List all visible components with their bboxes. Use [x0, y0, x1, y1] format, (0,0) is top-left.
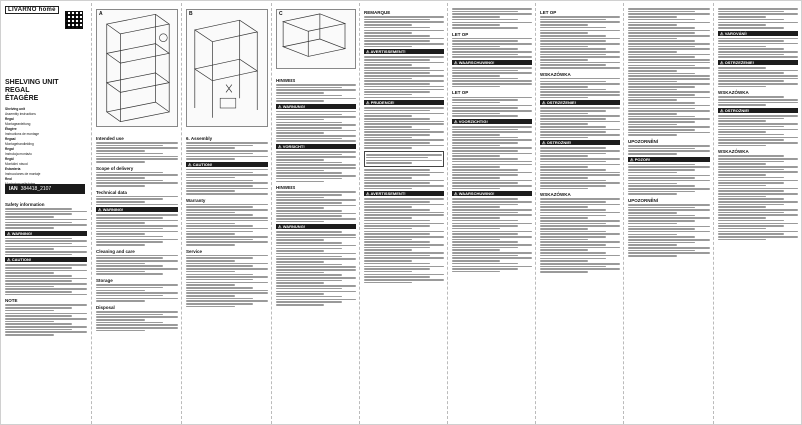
caution-banner: ⚠ VOORZICHTIG!	[452, 119, 532, 124]
title-line: ÉTAGÈRE	[5, 95, 39, 102]
text-column-sk	[713, 3, 801, 424]
text-column-cz	[623, 3, 713, 424]
caution-banner: ⚠ PRUDENCE!	[364, 100, 444, 105]
caution-banner: ⚠ VORSICHT!	[276, 144, 356, 149]
shelf-diagram-a	[97, 10, 177, 126]
lang-entry: Reol	[5, 177, 12, 181]
product-title	[5, 79, 59, 103]
lang-entry: Assembly instructions	[5, 112, 36, 116]
section-heading: Disposal	[96, 304, 115, 310]
text-column-fr	[359, 3, 447, 424]
diagram-column-1	[91, 3, 181, 424]
section-heading: UPOZORNĚNÍ	[628, 139, 659, 144]
diagram-label: A	[99, 11, 103, 17]
lang-entry: Montážní návod	[5, 162, 28, 166]
text-block	[540, 7, 620, 274]
warning-banner: ⚠ AVERTISSEMENT!	[364, 49, 444, 54]
warning-banner: ⚠ AVERTISSEMENT!	[364, 191, 444, 196]
text-block	[364, 7, 444, 284]
text-column-nl	[447, 3, 535, 424]
lang-entry: Regał	[5, 147, 14, 151]
qr-code-icon	[65, 11, 83, 29]
assembly-diagram-b	[186, 9, 268, 127]
section-heading: NOTE	[5, 298, 18, 304]
warning-banner: ⚠ WARNUNG!	[276, 224, 356, 229]
warning-banner: ⚠ WARNING!	[5, 231, 87, 236]
text-block	[186, 133, 268, 308]
title-line: REGAL	[5, 87, 30, 94]
section-heading: Cleaning and care	[96, 248, 135, 254]
warning-banner: ⚠ WARNING!	[96, 207, 178, 212]
section-heading: WSKAZÓWKA	[540, 192, 571, 198]
caution-banner: ⚠ OSTROŻNIE!	[718, 108, 798, 113]
lang-entry: Montagehandleiding	[5, 142, 34, 146]
section-heading: WSKAZÓWKA	[540, 71, 571, 77]
caution-banner: ⚠ CAUTION!	[5, 257, 87, 262]
diagram-label: B	[189, 11, 193, 17]
section-heading: LET OP	[452, 31, 469, 37]
ian-banner	[5, 184, 85, 194]
lang-entry: Instrucciones de montaje	[5, 172, 41, 176]
diagram-label: C	[279, 11, 283, 17]
ian-code: 384418_2107	[20, 186, 52, 192]
notice-box	[364, 151, 444, 167]
cover-column	[1, 3, 91, 424]
shelf-diagram-b	[187, 10, 267, 126]
section-heading: UPOZORNĚNÍ	[628, 197, 659, 203]
text-column-de	[271, 3, 359, 424]
warning-banner: ⚠ WARNUNG!	[276, 104, 356, 109]
lang-entry: Regál	[5, 157, 14, 161]
section-heading: WSKAZÓWKA	[718, 149, 749, 155]
section-heading: Service	[186, 248, 203, 254]
lang-entry: Estantería	[5, 167, 21, 171]
title-line: SHELVING UNIT	[5, 79, 59, 86]
assembly-diagram-c	[276, 9, 356, 69]
section-heading: REMARQUE	[364, 10, 391, 15]
lang-entry: Shelving unit	[5, 107, 26, 111]
section-heading: 6. Assembly	[186, 136, 213, 141]
lang-entry: Montageanleitung	[5, 122, 31, 126]
section-heading: Technical data	[96, 189, 127, 195]
warning-banner: ⚠ POZOR!	[628, 157, 710, 162]
cover-text-block	[5, 199, 87, 337]
text-column-pl	[535, 3, 623, 424]
section-heading: Storage	[96, 278, 113, 284]
text-block	[96, 133, 178, 332]
ian-label: IAN	[9, 186, 18, 192]
caution-banner: ⚠ CAUTION!	[186, 162, 268, 167]
lang-entry: Regaal	[5, 137, 16, 141]
text-block	[452, 7, 532, 274]
section-heading: LET OP	[540, 10, 557, 15]
section-heading: WSKAZÓWKA	[718, 90, 749, 96]
section-heading: Intended use	[96, 136, 124, 141]
section-heading: LET OP	[452, 90, 469, 96]
diagram-column-2	[181, 3, 271, 424]
warning-banner: ⚠ WAARSCHUWING!	[452, 191, 532, 196]
lang-entry: Instrukcja montażu	[5, 152, 32, 156]
text-block	[276, 75, 356, 307]
section-heading: HINWEIS	[276, 78, 296, 83]
lang-entry: Étagère	[5, 127, 17, 131]
section-heading: Scope of delivery	[96, 165, 134, 171]
warning-banner: ⚠ VAROVÁNÍ!	[718, 31, 798, 36]
warning-banner: ⚠ OSTRZEŻENIE!	[718, 60, 798, 65]
section-heading: HINWEIS	[276, 185, 296, 191]
lang-entry: Regal	[5, 117, 14, 121]
assembly-diagram-a	[96, 9, 178, 127]
lang-entry: Instructions de montage	[5, 132, 40, 136]
text-block	[628, 7, 710, 258]
warning-banner: ⚠ OSTRZEŻENIE!	[540, 100, 620, 105]
section-heading: Safety information	[5, 202, 45, 207]
language-list	[5, 107, 85, 187]
section-heading: Warranty	[186, 197, 206, 203]
text-block	[718, 7, 798, 241]
shelf-diagram-c	[277, 10, 355, 68]
caution-banner: ⚠ OSTROŻNIE!	[540, 140, 620, 145]
warning-banner: ⚠ WAARSCHUWING!	[452, 60, 532, 65]
brand-logo: LIVARNO home	[5, 6, 59, 14]
